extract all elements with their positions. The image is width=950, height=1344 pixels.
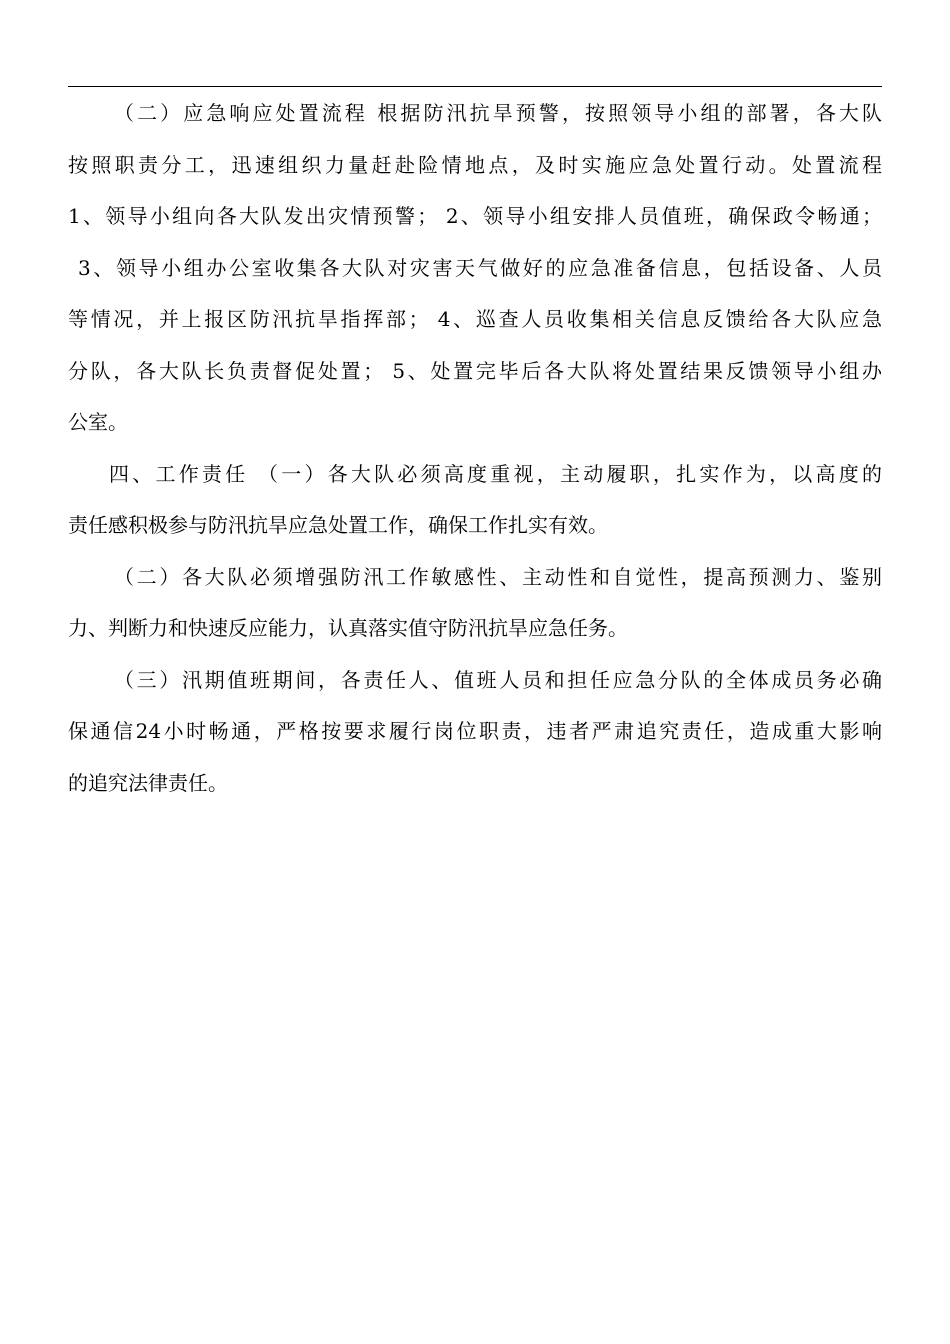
paragraph-response-procedure bbox=[68, 88, 882, 449]
text-line: 等情况，并上报区防汛抗旱指挥部； 4、巡查人员收集相关信息反馈给各大队应急 bbox=[68, 307, 882, 331]
text-line: 力、判断力和快速反应能力，认真落实值守防汛抗旱应急任务。 bbox=[68, 616, 628, 640]
text-line: 的追究法律责任。 bbox=[68, 770, 228, 795]
header-rule bbox=[68, 86, 882, 87]
paragraph-flood-duty bbox=[68, 655, 882, 810]
text-line: 保通信24小时畅通，严格按要求履行岗位职责，违者严肃追究责任，造成重大影响 bbox=[68, 719, 882, 743]
document-body bbox=[68, 88, 882, 809]
text-line: 1、领导小组向各大队发出灾情预警； 2、领导小组安排人员值班，确保政令畅通； bbox=[68, 204, 882, 228]
text-line: （二）应急响应处置流程 根据防汛抗旱预警，按照领导小组的部署，各大队 bbox=[114, 101, 882, 125]
text-line: 分队，各大队长负责督促处置； 5、处置完毕后各大队将处置结果反馈领导小组办 bbox=[68, 358, 882, 383]
text-line: 3、领导小组办公室收集各大队对灾害天气做好的应急准备信息，包括设备、人员 bbox=[78, 255, 882, 280]
paragraph-work-responsibility bbox=[68, 449, 882, 552]
text-line: 按照职责分工，迅速组织力量赶赴险情地点，及时实施应急处置行动。处置流程 bbox=[68, 152, 882, 177]
text-line: 责任感积极参与防汛抗旱应急处置工作，确保工作扎实有效。 bbox=[68, 513, 608, 537]
text-line: （二）各大队必须增强防汛工作敏感性、主动性和自觉性，提高预测力、鉴别 bbox=[114, 564, 882, 589]
text-line: 四、工作责任 （一）各大队必须高度重视，主动履职，扎实作为，以高度的 bbox=[109, 461, 882, 486]
text-line: 公室。 bbox=[68, 410, 128, 434]
paragraph-sensitivity bbox=[68, 552, 882, 655]
text-line: （三）汛期值班期间，各责任人、值班人员和担任应急分队的全体成员务必确 bbox=[114, 667, 882, 692]
